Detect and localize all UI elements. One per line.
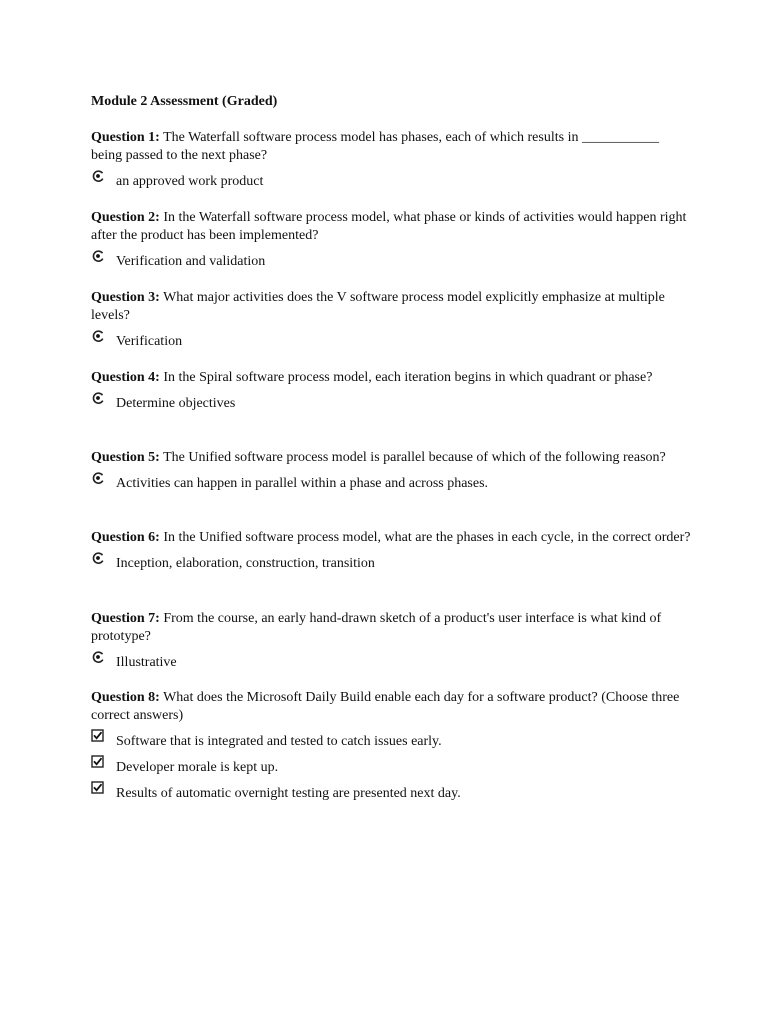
question-text — [91, 289, 691, 325]
radio-option[interactable] — [91, 654, 691, 672]
answer-label: Developer morale is kept up. — [116, 760, 279, 775]
answer-label: an approved work product — [116, 174, 264, 189]
radio-selected-icon[interactable] — [91, 249, 105, 263]
question-label: Question 6: — [91, 530, 160, 545]
radio-option[interactable] — [91, 173, 691, 191]
radio-option[interactable] — [91, 395, 691, 413]
question-prompt: In the Waterfall software process model, what phase or kinds of activities would happen right after the product has been implemented? — [91, 210, 687, 243]
question-label: Question 5: — [91, 450, 160, 465]
question-block — [91, 689, 691, 803]
question-label: Question 8: — [91, 690, 160, 705]
question-text — [91, 610, 691, 646]
checkbox-option[interactable] — [91, 733, 691, 751]
question-text — [91, 369, 691, 387]
question-text — [91, 209, 691, 245]
radio-option[interactable] — [91, 475, 691, 493]
radio-option[interactable] — [91, 555, 691, 573]
checkbox-option[interactable] — [91, 759, 691, 777]
question-prompt: What does the Microsoft Daily Build enable each day for a software product? (Choose three correct answers) — [91, 690, 680, 723]
question-block — [91, 369, 691, 413]
radio-selected-icon[interactable] — [91, 471, 105, 485]
question-text — [91, 449, 691, 467]
radio-selected-icon[interactable] — [91, 650, 105, 664]
answer-label: Verification and validation — [116, 254, 266, 269]
question-prompt: From the course, an early hand-drawn sketch of a product's user interface is what kind of prototype? — [91, 611, 662, 644]
question-text — [91, 129, 691, 165]
checkbox-option[interactable] — [91, 785, 691, 803]
checkbox-checked-icon[interactable] — [91, 781, 105, 795]
question-label: Question 3: — [91, 290, 160, 305]
question-label: Question 1: — [91, 130, 160, 145]
radio-option[interactable] — [91, 333, 691, 351]
radio-selected-icon[interactable] — [91, 551, 105, 565]
question-text — [91, 529, 691, 547]
answer-label: Illustrative — [116, 655, 177, 670]
radio-selected-icon[interactable] — [91, 391, 105, 405]
question-label: Question 4: — [91, 370, 160, 385]
question-block — [91, 289, 691, 351]
question-text — [91, 689, 691, 725]
answer-label: Activities can happen in parallel within a phase and across phases. — [116, 476, 489, 491]
question-block — [91, 129, 691, 191]
radio-selected-icon[interactable] — [91, 169, 105, 183]
radio-option[interactable] — [91, 253, 691, 271]
answer-label: Inception, elaboration, construction, transition — [116, 556, 375, 571]
question-prompt: The Unified software process model is parallel because of which of the following reason? — [163, 450, 666, 465]
answer-label: Software that is integrated and tested to catch issues early. — [116, 734, 442, 749]
question-block — [91, 449, 691, 493]
checkbox-checked-icon[interactable] — [91, 755, 105, 769]
question-prompt: The Waterfall software process model has phases, each of which results in ___________ being passed to the next phase? — [91, 130, 659, 163]
page-title: Module 2 Assessment (Graded) — [91, 94, 278, 109]
question-block — [91, 209, 691, 271]
question-prompt: What major activities does the V software process model explicitly emphasize at multiple levels? — [91, 290, 665, 323]
question-label: Question 2: — [91, 210, 160, 225]
question-block — [91, 610, 691, 672]
question-prompt: In the Unified software process model, what are the phases in each cycle, in the correct order? — [163, 530, 691, 545]
answer-label: Determine objectives — [116, 396, 236, 411]
checkbox-checked-icon[interactable] — [91, 729, 105, 743]
question-block — [91, 529, 691, 573]
question-prompt: In the Spiral software process model, each iteration begins in which quadrant or phase? — [163, 370, 653, 385]
answer-label: Results of automatic overnight testing are presented next day. — [116, 786, 461, 801]
question-label: Question 7: — [91, 611, 160, 626]
radio-selected-icon[interactable] — [91, 329, 105, 343]
answer-label: Verification — [116, 334, 183, 349]
